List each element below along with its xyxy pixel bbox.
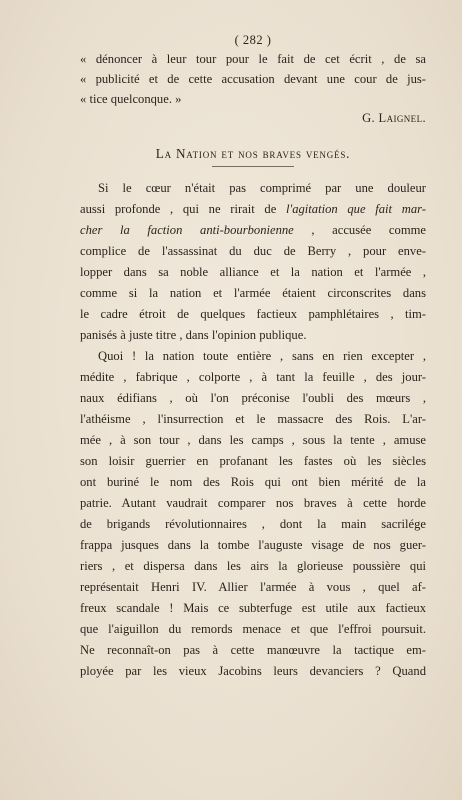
p2-line-4: l'athéisme , l'insurrection et le massacre des Rois. L'ar- [80, 412, 426, 426]
intro-line-2: « publicité et de cette accusation devant une cour de jus- [80, 72, 426, 86]
p2-line-6: son loisir guerrier en profanant les fastes où les siècles [80, 454, 426, 468]
p1-line-2-italic: l'agitation que fait mar- [286, 202, 426, 216]
page-number: ( 282 ) [234, 33, 272, 47]
p1-line-3-italic: cher la faction anti-bourbonienne [80, 223, 294, 237]
section-heading: La Nation et nos braves vengés. [155, 146, 351, 161]
p1-line-2 [80, 199, 426, 219]
signature: G. Laignel. [362, 111, 426, 125]
p1-line-3 [80, 220, 426, 240]
p2-line-8: patrie. Autant vaudrait comparer nos braves à cette horde [80, 496, 426, 510]
p2-line-2: médite , fabrique , colporte , à tant la feuille , des jour- [80, 370, 426, 384]
p1-line-2-roman: aussi profonde , qui ne rirait de [80, 202, 287, 216]
heading-rule [212, 166, 294, 167]
intro-line-3: « tice quelconque. » [80, 92, 182, 106]
p2-line-7: ont buriné le nom des Rois qui ont bien mérité de la [80, 475, 426, 489]
p2-line-11: riers , et dispersa dans les airs la glorieuse poussière qui [80, 559, 426, 573]
p2-line-3: naux édifians , où l'on préconise l'oubli des mœurs , [80, 391, 426, 405]
p2-line-5: mée , à son tour , dans les camps , sous la tente , amuse [80, 433, 426, 447]
p2-line-15: Ne reconnaît-on pas à cette manœuvre la tactique em- [80, 643, 426, 657]
p1-line-7: le cadre étroit de quelques factieux pamphlétaires , tim- [80, 307, 426, 321]
p2-line-10: frappa jusques dans la tombe l'auguste visage de nos guer- [80, 538, 426, 552]
p1-line-3-roman: , accusée comme [293, 223, 426, 237]
p2-line-16: ployée par les vieux Jacobins leurs devanciers ? Quand [80, 664, 426, 678]
p1-line-6: comme si la nation et l'armée étaient circonscrites dans [80, 286, 426, 300]
p2-line-1: Quoi ! la nation toute entière , sans en rien excepter , [98, 349, 426, 363]
p2-line-12: représentait Henri IV. Allier l'armée à vous , quel af- [80, 580, 426, 594]
intro-line-1: « dénoncer à leur tour pour le fait de cet écrit , de sa [80, 52, 426, 66]
p1-line-1: Si le cœur n'était pas comprimé par une douleur [98, 181, 426, 195]
p2-line-14: que l'aiguillon du remords menace et que l'effroi poursuit. [80, 622, 426, 636]
p1-line-8: panisés à juste titre , dans l'opinion publique. [80, 328, 307, 342]
p1-line-4: complice de l'assassinat du duc de Berry , pour enve- [80, 244, 426, 258]
p2-line-9: de brigands révolutionnaires , dont la main sacrilége [80, 517, 426, 531]
p2-line-13: freux scandale ! Mais ce subterfuge est utile aux factieux [80, 601, 426, 615]
p1-line-5: lopper dans sa noble alliance et la nation et l'armée , [80, 265, 426, 279]
